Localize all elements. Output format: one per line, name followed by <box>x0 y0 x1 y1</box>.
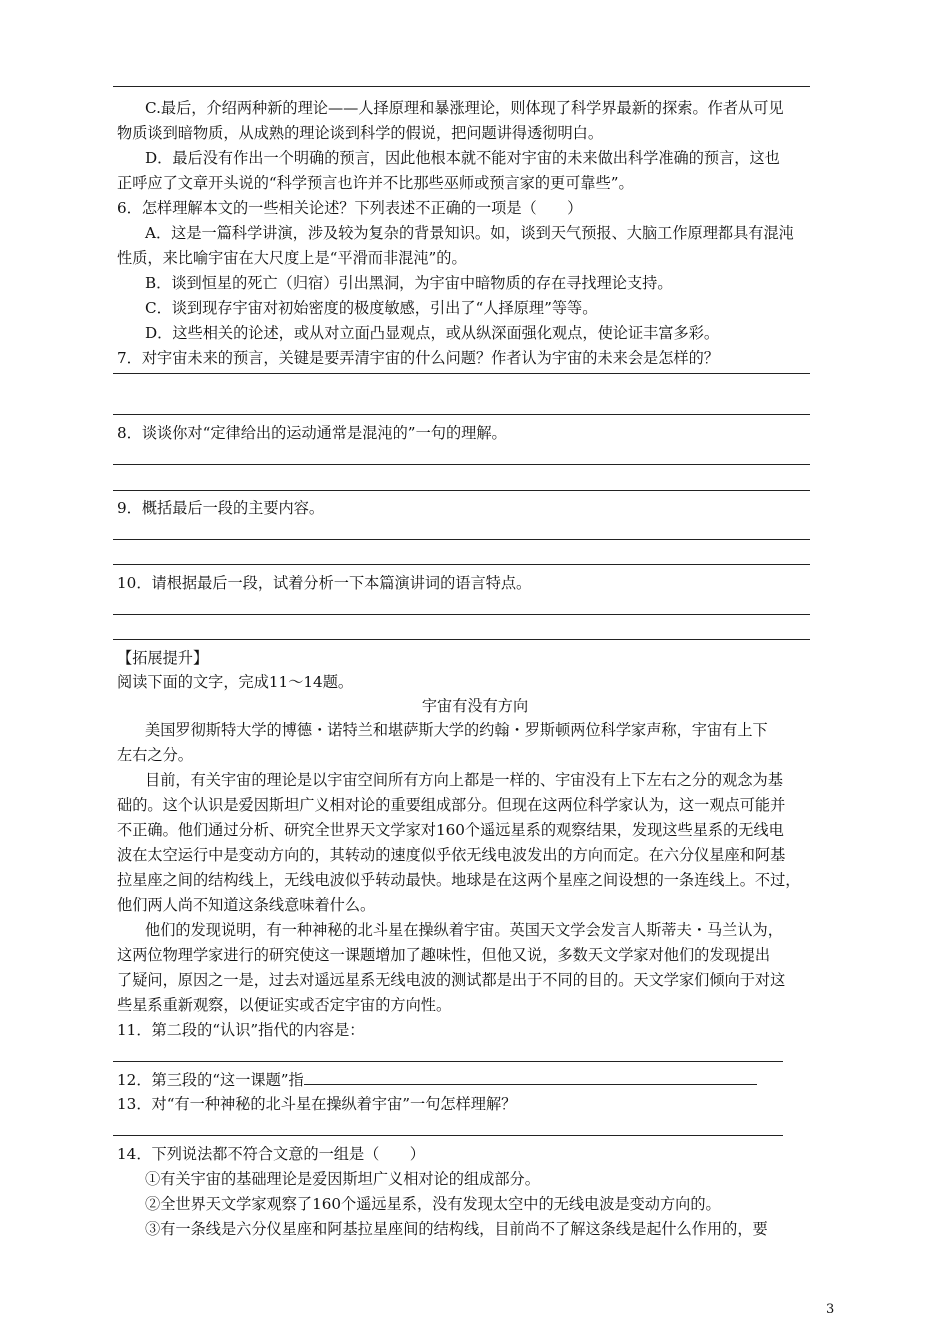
answer-line[interactable] <box>113 1135 783 1136</box>
q6-stem: 6．怎样理解本文的一些相关论述？下列表述不正确的一项是（ ） <box>117 199 583 217</box>
passage-paragraph: 不正确。他们通过分析、研究全世界天文学家对160个遥远星系的观察结果，发现这些星系的无线电 <box>117 821 784 839</box>
answer-line[interactable] <box>113 373 810 374</box>
passage-paragraph: 波在太空运行中是变动方向的，其转动的速度似乎依无线电波发出的方向而定。在六分仪星座和阿基 <box>117 846 786 864</box>
q6-option-a-line2: 性质，来比喻宇宙在大尺度上是“平滑而非混沌”的。 <box>117 249 467 267</box>
q6-option-a-line1: A．这是一篇科学讲演，涉及较为复杂的背景知识。如，谈到天气预报、大脑工作原理都具有混沌 <box>145 224 794 242</box>
answer-line[interactable] <box>113 564 810 565</box>
passage-paragraph: 这两位物理学家进行的研究使这一课题增加了趣味性，但他又说，多数天文学家对他们的发现提出 <box>117 946 771 964</box>
passage-paragraph: 左右之分。 <box>117 746 193 764</box>
answer-line[interactable] <box>113 1061 783 1062</box>
passage-paragraph: 目前，有关宇宙的理论是以宇宙空间所有方向上都是一样的、宇宙没有上下左右之分的观念为基 <box>145 771 783 789</box>
q13-question: 13．对“有一种神秘的北斗星在操纵着宇宙”一句怎样理解？ <box>117 1095 517 1113</box>
q12-text: 12．第三段的“这一课题”指 <box>117 1071 304 1089</box>
passage-paragraph: 美国罗彻斯特大学的博德・诺特兰和堪萨斯大学的约翰・罗斯顿两位科学家声称，宇宙有上下 <box>145 721 768 739</box>
passage-paragraph: 础的。这个认识是爱因斯坦广义相对论的重要组成部分。但现在这两位科学家认为，这一观点可能并 <box>117 796 786 814</box>
q12-question <box>117 1068 757 1091</box>
q11-question: 11．第二段的“认识”指代的内容是： <box>117 1021 365 1039</box>
q14-statement: ③有一条线是六分仪星座和阿基拉星座间的结构线，目前尚不了解这条线是起什么作用的，要 <box>145 1220 768 1238</box>
header-rule <box>113 86 810 87</box>
passage-paragraph: 些星系重新观察，以便证实或否定宇宙的方向性。 <box>117 996 452 1014</box>
answer-line[interactable] <box>113 490 810 491</box>
q5-option-c-line1: C.最后，介绍两种新的理论——人择原理和暴涨理论，则体现了科学界最新的探索。作者从可见 <box>145 99 784 117</box>
section-instruction: 阅读下面的文字，完成11～14题。 <box>117 673 354 691</box>
q5-option-d-line2: 正呼应了文章开头说的“科学预言也许并不比那些巫师或预言家的更可靠些”。 <box>117 174 634 192</box>
q14-stem: 14．下列说法都不符合文意的一组是（ ） <box>117 1145 425 1163</box>
passage-paragraph: 他们两人尚不知道这条线意味着什么。 <box>117 896 376 914</box>
q14-statement: ②全世界天文学家观察了160个遥远星系，没有发现太空中的无线电波是变动方向的。 <box>145 1195 721 1213</box>
passage-paragraph: 他们的发现说明，有一种神秘的北斗星在操纵着宇宙。英国天文学会发言人斯蒂夫・马兰认为， <box>145 921 783 939</box>
answer-line[interactable] <box>113 414 810 415</box>
passage-paragraph: 拉星座之间的结构线上，无线电波似乎转动最快。地球是在这两个星座之间设想的一条连线上。不过， <box>117 871 801 889</box>
q10-question: 10．请根据最后一段，试着分析一下本篇演讲词的语言特点。 <box>117 574 532 592</box>
answer-line[interactable] <box>113 539 810 540</box>
passage-title: 宇宙有没有方向 <box>421 697 529 715</box>
q6-option-d: D．这些相关的论述，或从对立面凸显观点，或从纵深面强化观点，使论证丰富多彩。 <box>145 324 720 342</box>
answer-line[interactable] <box>113 614 810 615</box>
q9-question: 9．概括最后一段的主要内容。 <box>117 499 325 517</box>
page-number: 3 <box>826 1302 835 1317</box>
answer-blank[interactable] <box>304 1068 757 1085</box>
q5-option-d-line1: D．最后没有作出一个明确的预言，因此他根本就不能对宇宙的未来做出科学准确的预言，这也 <box>145 149 780 167</box>
q6-option-b: B．谈到恒星的死亡（归宿）引出黑洞，为宇宙中暗物质的存在寻找理论支持。 <box>145 274 673 292</box>
q7-question: 7．对宇宙未来的预言，关键是要弄清宇宙的什么问题？作者认为宇宙的未来会是怎样的？ <box>117 349 719 367</box>
q6-option-c: C．谈到现存宇宙对初始密度的极度敏感，引出了“人择原理”等等。 <box>145 299 598 317</box>
q8-question: 8．谈谈你对“定律给出的运动通常是混沌的”一句的理解。 <box>117 424 507 442</box>
answer-line[interactable] <box>113 464 810 465</box>
answer-line[interactable] <box>113 639 810 640</box>
passage-paragraph: 了疑问，原因之一是，过去对遥远星系无线电波的测试都是出于不同的目的。天文学家们倾向于对这 <box>117 971 786 989</box>
q5-option-c-line2: 物质谈到暗物质，从成熟的理论谈到科学的假说，把问题讲得透彻明白。 <box>117 124 603 142</box>
q14-statement: ①有关宇宙的基础理论是爱因斯坦广义相对论的组成部分。 <box>145 1170 540 1188</box>
section-heading: 【拓展提升】 <box>117 649 209 667</box>
